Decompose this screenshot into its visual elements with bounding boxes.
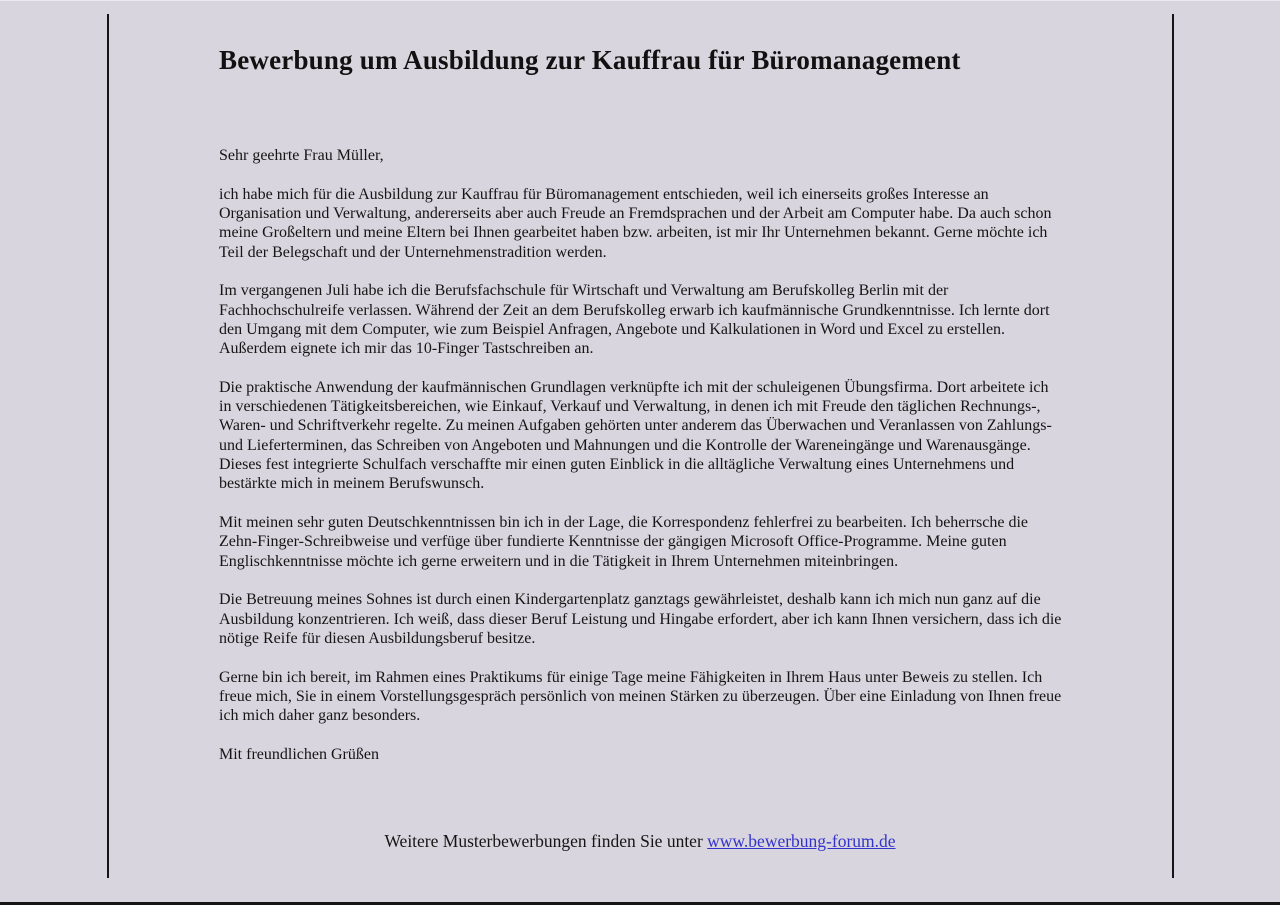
top-edge-highlight (0, 0, 1280, 1)
letter-paragraph-4: Mit meinen sehr guten Deutschkenntnissen bin ich in der Lage, die Korrespondenz fehlerfrei zu bearbeiten. Ich beherrsche die Zehn-Finger-Schreibweise und verfüge über fundierte Kenntnisse der gängigen Microsoft Office-Programme. Meine guten Englischkenntnisse möchte ich gerne erweitern und in die Tätigkeit in Ihrem Unternehmen miteinbringen. (219, 514, 1029, 570)
letter-paragraph-5: Die Betreuung meines Sohnes ist durch einen Kindergartenplatz ganztags gewährleistet, deshalb kann ich mich nun ganz auf die Ausbildung konzentrieren. Ich weiß, dass dieser Beruf Leistung und Hingabe erfordert, aber ich kann Ihnen versichern, dass ich die nötige Reife für diesen Ausbildungsberuf besitze. (219, 591, 1062, 647)
letter-title: Bewerbung um Ausbildung zur Kauffrau für Büromanagement (219, 45, 961, 75)
letter-paragraph-1: ich habe mich für die Ausbildung zur Kauffrau für Büromanagement entschieden, weil ich einerseits großes Interesse an Organisation und Verwaltung, andererseits aber auch Freude an Fremdsprachen und der Arbeit am Computer habe. Da auch schon meine Großeltern und meine Eltern bei Ihnen gearbeitet haben bzw. arbeiten, ist mir Ihr Unternehmen bekannt. Gerne möchte ich Teil der Belegschaft und der Unternehmenstradition werden. (219, 185, 1052, 261)
footer-note (0, 830, 1280, 852)
closing-salutation: Mit freundlichen Grüßen (219, 745, 379, 763)
letter-paragraph-3: Die praktische Anwendung der kaufmännischen Grundlagen verknüpfte ich mit der schuleigenen Übungsfirma. Dort arbeitete ich in verschiedenen Tätigkeitsbereichen, wie Einkauf, Verkauf und Verwaltung, in denen ich mit Freude den täglichen Rechnungs-, Waren- und Schriftverkehr regelte. Zu meinen Aufgaben gehörten unter anderem das Überwachen und Veranlassen von Zahlungs- und Lieferterminen, das Schreiben von Angeboten und Mahnungen und die Kontrolle der Wareneingänge und Warenausgänge. Dieses fest integrierte Schulfach verschaffte mir einen guten Einblick in die alltägliche Verwaltung eines Unternehmens und bestärkte mich in meinem Berufswunsch. (219, 378, 1052, 493)
left-margin-rule (107, 14, 109, 878)
letter-paragraph-6: Gerne bin ich bereit, im Rahmen eines Praktikums für einige Tage meine Fähigkeiten in Ihrem Haus unter Beweis zu stellen. Ich freue mich, Sie in einem Vorstellungsgespräch persönlich von meinen Stärken zu überzeugen. Über eine Einladung von Ihnen freue ich mich daher ganz besonders. (219, 668, 1062, 725)
footer-link[interactable]: www.bewerbung-forum.de (707, 831, 896, 851)
letter-paragraph-2: Im vergangenen Juli habe ich die Berufsfachschule für Wirtschaft und Verwaltung am Berufskolleg Berlin mit der Fachhochschulreife verlassen. Während der Zeit an dem Berufskolleg erwarb ich kaufmännische Grundkenntnisse. Ich lernte dort den Umgang mit dem Computer, wie zum Beispiel Anfragen, Angebote und Kalkulationen in Word und Excel zu erstellen. Außerdem eignete ich mir das 10-Finger Tastschreiben an. (219, 282, 1050, 358)
right-margin-rule (1172, 14, 1174, 878)
salutation: Sehr geehrte Frau Müller, (219, 147, 384, 164)
footer-note-text: Weitere Musterbewerbungen finden Sie unter (384, 831, 708, 851)
letter-body (219, 44, 1064, 764)
